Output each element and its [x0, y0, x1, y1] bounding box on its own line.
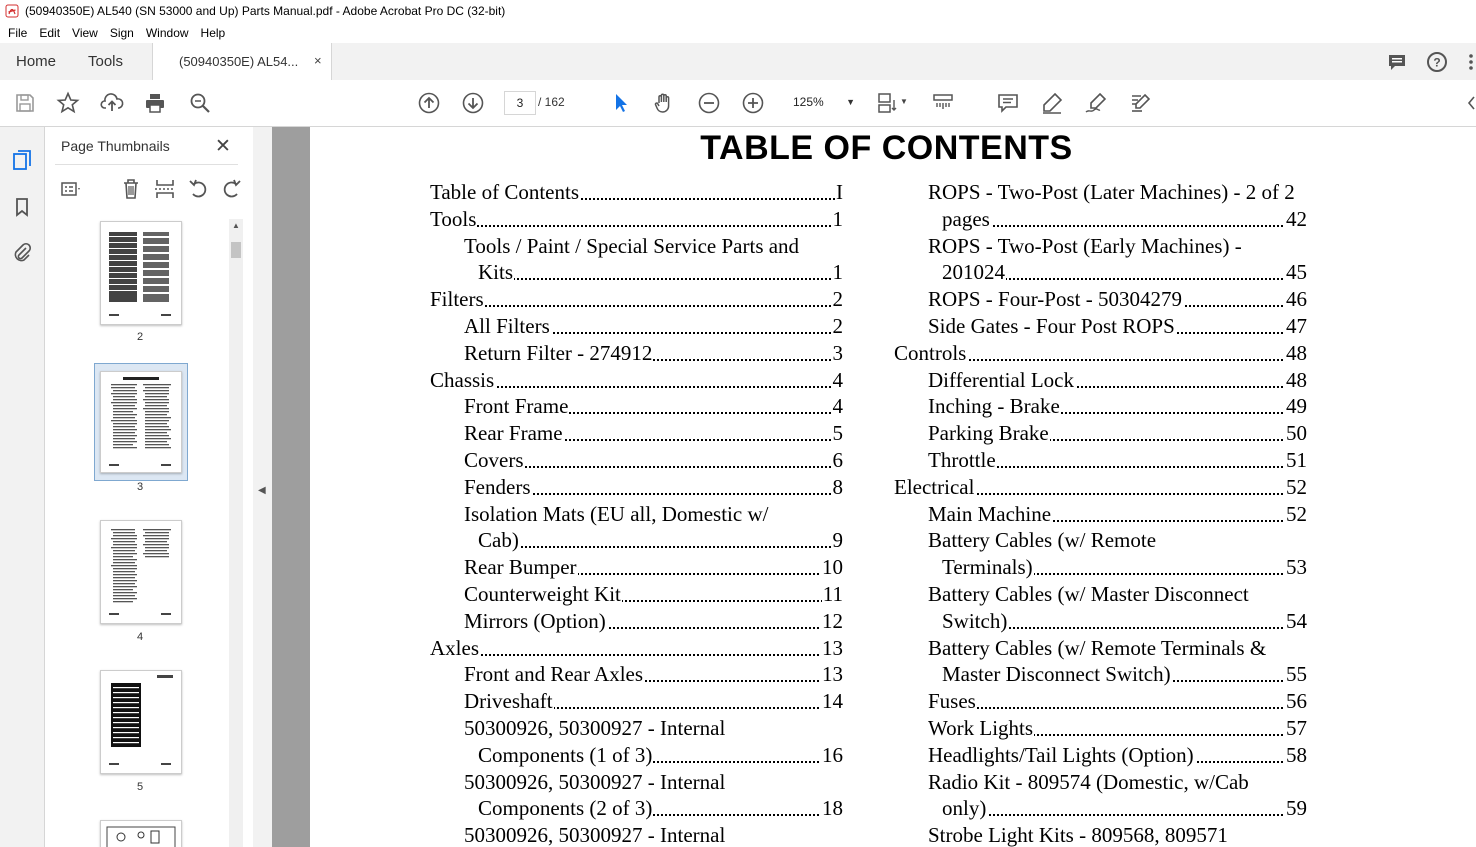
panel-close-icon[interactable]: ✕ — [215, 136, 231, 157]
menu-view[interactable]: View — [72, 25, 98, 40]
panel-title: Page Thumbnails — [61, 138, 170, 154]
thumbnail-page-4[interactable] — [100, 520, 182, 624]
document-viewer[interactable] — [272, 127, 1476, 847]
toc-page-number: 45 — [1286, 260, 1307, 285]
toc-entry[interactable] — [928, 501, 1307, 528]
tab-home[interactable]: Home — [16, 53, 57, 70]
toc-entry[interactable] — [464, 313, 843, 340]
toc-page-number: 50 — [1286, 421, 1307, 446]
toc-entry-text: Components (2 of 3) — [478, 796, 653, 821]
thumbnail-label: 2 — [136, 331, 144, 343]
toc-entry-text[interactable]: 50300926, 50300927 - Internal — [464, 716, 726, 740]
acrobat-icon — [5, 4, 19, 18]
toc-entry-text: Master Disconnect Switch) — [942, 662, 1171, 687]
toc-page-number: 57 — [1286, 716, 1307, 740]
toc-page-number: 13 — [822, 662, 843, 687]
tab-tools[interactable]: Tools — [88, 53, 124, 70]
toc-page-number: 48 — [1286, 367, 1307, 392]
delete-page-icon[interactable] — [119, 177, 143, 201]
toc-entry[interactable] — [942, 608, 1307, 635]
page-total: / 162 — [538, 95, 565, 109]
toc-page-number: 9 — [832, 528, 843, 553]
toc-page-number: 2 — [832, 287, 843, 312]
toc-page-number: 48 — [1286, 340, 1307, 365]
thumbnail-options-icon[interactable] — [59, 177, 83, 201]
toc-entry-text[interactable]: Battery Cables (w/ Master Disconnect — [928, 582, 1249, 606]
toc-entry-text: Throttle — [928, 448, 996, 472]
toc-entry[interactable] — [464, 581, 843, 608]
thumbnail-scrollbar[interactable] — [229, 219, 243, 847]
toc-entry-text: Table of Contents — [430, 180, 579, 204]
scrollbar-thumb[interactable] — [231, 242, 241, 258]
tab-document[interactable] — [152, 43, 332, 81]
thumbnail-list[interactable] — [45, 219, 237, 847]
toc-entry-text: Kits — [478, 260, 514, 285]
toc-entry[interactable] — [928, 688, 1307, 715]
menu-help[interactable]: Help — [200, 25, 226, 40]
toc-entry-text[interactable]: Tools / Paint / Special Service Parts and — [464, 233, 800, 258]
toc-entry[interactable] — [464, 474, 843, 501]
thumbnail-preview — [101, 521, 181, 623]
toc-entry-text: pages — [942, 206, 990, 231]
toc-entry[interactable] — [928, 447, 1307, 474]
toolbar-more-icon[interactable] — [1466, 91, 1476, 115]
toc-entry-text: Chassis — [430, 367, 495, 392]
toc-page-number: 4 — [832, 367, 843, 392]
menu-edit[interactable]: Edit — [39, 25, 61, 40]
toc-page-number: 10 — [822, 555, 843, 580]
toc-page-number: 11 — [822, 582, 843, 606]
toc-entry-text: Inching - Brake — [928, 394, 1060, 419]
thumbnail-page-2[interactable] — [100, 221, 182, 325]
toc-entry-text: ROPS - Four-Post - 50304279 — [928, 287, 1182, 312]
scroll-mode-icon[interactable] — [931, 91, 955, 115]
toc-entry[interactable] — [478, 742, 843, 769]
zoom-select[interactable] — [786, 91, 863, 113]
panel-collapse-handle[interactable] — [253, 127, 273, 847]
hand-tool-icon[interactable] — [652, 91, 676, 115]
share-upload-icon[interactable] — [100, 91, 124, 115]
toc-entry[interactable] — [464, 608, 843, 635]
page-number-input[interactable]: 3 — [504, 91, 536, 115]
page-display-icon[interactable] — [876, 91, 900, 115]
panel-divider — [55, 164, 238, 165]
toc-entry[interactable] — [928, 393, 1307, 420]
menu-bar — [0, 22, 1476, 43]
thumbnail-preview — [101, 821, 181, 847]
thumbnail-label: 3 — [136, 481, 144, 493]
toc-page-number: 12 — [822, 608, 843, 633]
toc-entry[interactable] — [928, 286, 1307, 313]
toc-entry[interactable] — [430, 286, 843, 313]
toc-entry[interactable] — [928, 742, 1307, 769]
pdf-page — [310, 127, 1476, 847]
toc-entry-text: Controls — [894, 340, 967, 365]
toc-entry-text: Work Lights — [928, 716, 1034, 740]
toc-entry-text[interactable]: 50300926, 50300927 - Internal — [464, 769, 726, 794]
toc-entry-text: Parking Brake — [928, 421, 1049, 446]
window-title: (50940350E) AL540 (SN 53000 and Up) Parts Manual.pdf - Adobe Acrobat Pro DC (32-bit) — [25, 4, 506, 18]
previous-page-icon[interactable] — [417, 91, 441, 115]
next-page-icon[interactable] — [461, 91, 485, 115]
thumbnail-page-3[interactable] — [100, 371, 182, 473]
toc-entry-text[interactable]: Battery Cables (w/ Remote Terminals & — [928, 635, 1267, 660]
toc-entry[interactable] — [894, 340, 1307, 367]
page-title: TABLE OF CONTENTS — [700, 129, 1073, 167]
page-thumbnails-panel — [45, 127, 254, 847]
toc-entry-text[interactable]: Radio Kit - 809574 (Domestic, w/Cab — [928, 769, 1249, 794]
toc-entry-text: Differential Lock — [928, 367, 1074, 392]
svg-text:?: ? — [1433, 55, 1441, 70]
toc-entry-text: Fenders — [464, 474, 531, 499]
toc-page-number: 51 — [1286, 448, 1307, 472]
sign-icon[interactable] — [1084, 91, 1108, 115]
help-icon[interactable] — [1426, 51, 1448, 73]
thumbnail-preview — [101, 671, 181, 773]
toc-entry-text: Side Gates - Four Post ROPS — [928, 314, 1175, 338]
toc-entry-text: All Filters — [464, 314, 550, 338]
toc-entry-text[interactable]: ROPS - Two-Post (Later Machines) - 2 of 2 — [928, 180, 1295, 204]
toc-entry[interactable] — [942, 795, 1307, 822]
toc-entry-text: Rear Bumper — [464, 555, 577, 580]
thumbnail-preview — [101, 222, 181, 324]
zoom-out-icon[interactable] — [697, 91, 721, 115]
select-cursor-icon[interactable] — [608, 91, 632, 115]
bookmark-star-icon[interactable] — [56, 91, 80, 115]
zoom-dropdown-icon: ▼ — [846, 97, 855, 107]
toc-entry-text: Cab) — [478, 528, 519, 553]
toc-entry-text[interactable]: Strobe Light Kits - 809568, 809571 — [928, 823, 1228, 847]
menu-file[interactable]: File — [8, 25, 28, 40]
toc-entry-text[interactable]: ROPS - Two-Post (Early Machines) - — [928, 233, 1242, 258]
highlight-pen-icon[interactable] — [1040, 91, 1064, 115]
toc-page-number: 52 — [1286, 501, 1307, 526]
toc-entry[interactable] — [478, 527, 843, 554]
print-icon[interactable] — [143, 91, 167, 115]
toc-entry-text: Filters — [430, 287, 484, 312]
toc-entry-text: Main Machine — [928, 501, 1052, 526]
toc-entry-text: 201024 — [942, 260, 1005, 285]
toc-entry-text: Switch) — [942, 608, 1008, 633]
rotate-left-icon[interactable] — [187, 177, 211, 201]
thumbnail-preview — [101, 372, 181, 472]
page-display-dropdown-icon[interactable]: ▼ — [900, 97, 908, 106]
tab-close-icon[interactable]: × — [314, 53, 322, 68]
toc-entry-text: Electrical — [894, 474, 975, 499]
title-bar — [0, 0, 1476, 22]
menu-window[interactable]: Window — [145, 25, 189, 40]
toc-page-number: 1 — [832, 206, 843, 231]
tab-document-label: (50940350E) AL54... — [179, 54, 299, 69]
more-options-icon[interactable] — [1466, 51, 1476, 73]
toc-page-number: 3 — [832, 340, 843, 365]
toc-entry[interactable] — [430, 635, 843, 662]
toc-page-number: I — [836, 180, 843, 204]
toc-entry-text: Components (1 of 3) — [478, 742, 653, 767]
rotate-right-icon[interactable] — [219, 177, 243, 201]
thumbnail-label: 4 — [136, 631, 144, 643]
toc-page-number: 14 — [822, 689, 843, 714]
extract-pages-icon[interactable] — [153, 177, 177, 201]
toc-entry-text: Driveshaft — [464, 689, 553, 714]
zoom-in-icon[interactable] — [741, 91, 765, 115]
toc-entry[interactable] — [464, 554, 843, 581]
menu-sign[interactable]: Sign — [109, 25, 134, 40]
toc-entry-text[interactable]: 50300926, 50300927 - Internal — [464, 823, 726, 847]
toc-page-number: 52 — [1286, 474, 1307, 499]
main-toolbar — [0, 80, 1476, 127]
save-icon[interactable] — [13, 91, 37, 115]
toc-entry-text: Covers — [464, 448, 524, 472]
toc-page-number: 56 — [1286, 689, 1307, 714]
toc-entry[interactable] — [478, 795, 843, 822]
toc-entry[interactable] — [942, 206, 1307, 233]
toc-page-number: 53 — [1286, 555, 1307, 580]
thumbnail-page-6[interactable] — [100, 820, 182, 847]
toc-entry[interactable] — [430, 206, 843, 233]
collapse-arrow-icon: ◀ — [258, 485, 266, 496]
page-thumbnails-icon[interactable] — [11, 149, 33, 171]
toc-page-number: 1 — [832, 260, 843, 285]
toc-page-number: 59 — [1286, 796, 1307, 821]
toc-entry[interactable] — [464, 447, 843, 474]
toc-entry-text: Headlights/Tail Lights (Option) — [928, 742, 1194, 767]
toc-page-number: 49 — [1286, 394, 1307, 419]
toc-entry[interactable] — [942, 554, 1307, 581]
toc-page-number: 2 — [832, 314, 843, 338]
toc-entry[interactable] — [942, 661, 1307, 688]
toc-page-number: 55 — [1286, 662, 1307, 687]
toc-page-number: 46 — [1286, 287, 1307, 312]
toc-entry[interactable] — [928, 420, 1307, 447]
toc-entry[interactable] — [928, 715, 1307, 742]
toc-entry[interactable] — [430, 179, 843, 206]
toc-page-number: 58 — [1286, 742, 1307, 767]
comment-bubble-icon[interactable] — [1386, 51, 1408, 73]
toc-entry-text: Tools — [430, 206, 477, 231]
toc-entry[interactable] — [464, 340, 843, 367]
toc-entry[interactable] — [430, 367, 843, 394]
toc-entry-text: Fuses — [928, 689, 976, 714]
left-rail — [0, 127, 45, 847]
toc-entry-text: Front and Rear Axles — [464, 662, 644, 687]
thumbnail-page-5[interactable] — [100, 670, 182, 774]
toc-entry[interactable] — [464, 661, 843, 688]
zoom-value: 125% — [793, 95, 824, 109]
toc-page-number: 4 — [832, 394, 843, 419]
thumbnail-label: 5 — [136, 781, 144, 793]
toc-entry-text[interactable]: Isolation Mats (EU all, Domestic w/ — [464, 501, 769, 526]
toc-page-number: 6 — [832, 448, 843, 472]
attachments-icon[interactable] — [11, 241, 33, 263]
comment-icon[interactable] — [996, 91, 1020, 115]
toc-page-number: 54 — [1286, 608, 1307, 633]
toc-entry[interactable] — [928, 313, 1307, 340]
search-zoom-icon[interactable] — [188, 91, 212, 115]
toc-entry-text[interactable]: Battery Cables (w/ Remote — [928, 528, 1157, 553]
toc-entry-text: Rear Frame — [464, 421, 563, 446]
toc-entry-text: Counterweight Kit — [464, 582, 621, 606]
toc-entry[interactable] — [464, 420, 843, 447]
toc-entry[interactable] — [464, 688, 843, 715]
edit-pdf-icon[interactable] — [1128, 91, 1152, 115]
toc-entry[interactable] — [478, 259, 843, 286]
toc-entry-text: Axles — [430, 635, 479, 660]
toc-entry-text: Terminals) — [942, 555, 1033, 580]
toc-page-number: 13 — [822, 635, 843, 660]
toc-page-number: 8 — [832, 474, 843, 499]
toc-entry-text: only) — [942, 796, 987, 821]
toc-page-number: 47 — [1286, 314, 1307, 338]
toc-page-number: 5 — [832, 421, 843, 446]
toc-entry-text: Mirrors (Option) — [464, 608, 606, 633]
toc-entry-text: Front Frame — [464, 394, 569, 419]
scroll-up-icon[interactable]: ▲ — [232, 221, 240, 230]
toc-entry[interactable] — [928, 367, 1307, 394]
toc-page-number: 42 — [1286, 206, 1307, 231]
tab-bar — [0, 43, 1476, 81]
toc-entry[interactable] — [942, 259, 1307, 286]
toc-entry-text: Return Filter - 274912 — [464, 340, 653, 365]
toc-page-number: 18 — [822, 796, 843, 821]
toc-entry[interactable] — [464, 393, 843, 420]
toc-page-number: 16 — [822, 742, 843, 767]
bookmarks-icon[interactable] — [11, 196, 33, 218]
toc-entry[interactable] — [894, 474, 1307, 501]
